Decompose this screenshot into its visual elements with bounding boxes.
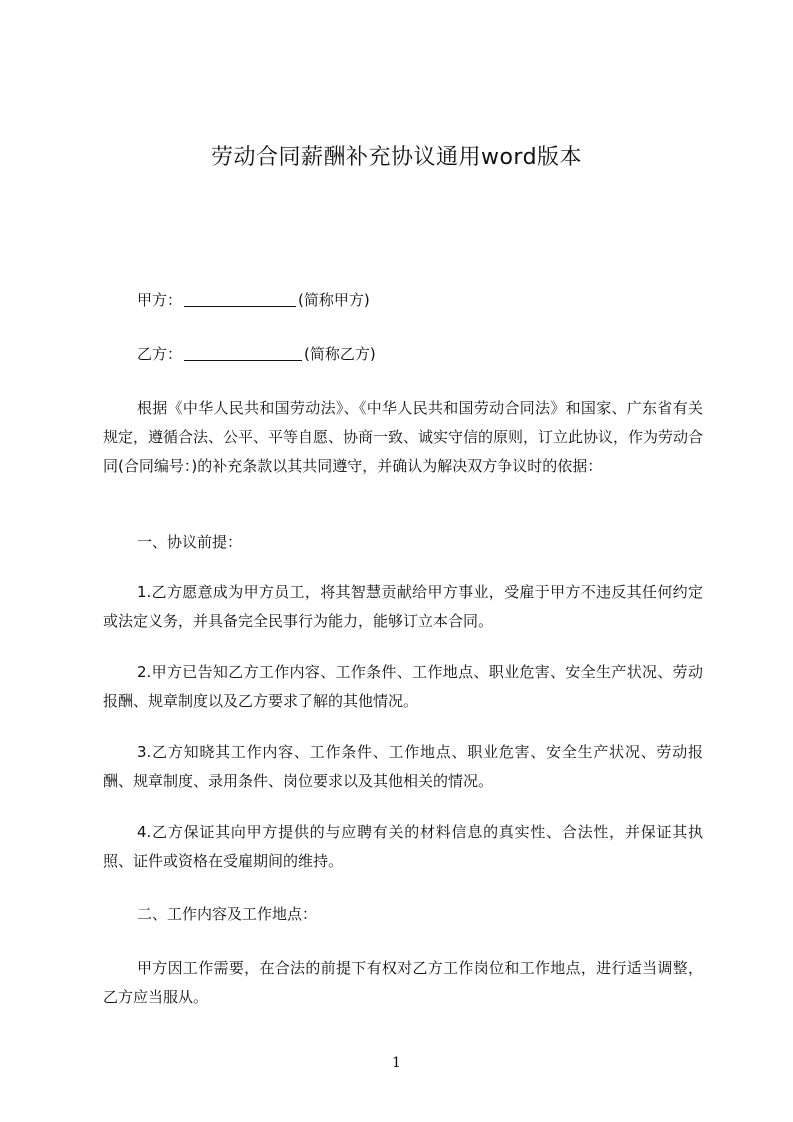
party-a-blank [184,290,296,307]
section1-item-2: 2.甲方已告知乙方工作内容、工作条件、工作地点、职业危害、安全生产状况、劳动报酬、规章制度以及乙方要求了解的其他情况。 [103,663,703,710]
party-b-label: 乙方： [137,345,183,363]
section1-item-3: 3.乙方知晓其工作内容、工作条件、工作地点、职业危害、安全生产状况、劳动报酬、规章制度、录用条件、岗位要求以及其他相关的情况。 [103,743,703,790]
party-a-label: 甲方： [137,291,183,309]
party-a-suffix: (简称甲方) [298,291,370,309]
section1-item-4: 4.乙方保证其向甲方提供的与应聘有关的材料信息的真实性、合法性，并保证其执照、证件或资格在受雇期间的维持。 [103,823,703,870]
party-b-line [137,340,376,369]
section1-heading: 一、协议前提： [137,533,243,551]
page-number: 1 [392,1055,401,1071]
section2-heading: 二、工作内容及工作地点： [137,905,318,923]
section1-item-1: 1.乙方愿意成为甲方员工，将其智慧贡献给甲方事业，受雇于甲方不违反其任何约定或法定义务，并具备完全民事行为能力，能够订立本合同。 [103,583,703,630]
preamble-paragraph: 根据《中华人民共和国劳动法》、《中华人民共和国劳动合同法》和国家、广东省有关规定，遵循合法、公平、平等自愿、协商一致、诚实守信的原则，订立此协议，作为劳动合同(合同编号：)的补充条款以其共同遵守，并确认为解决双方争议时的依据： [103,399,704,475]
party-b-suffix: (简称乙方) [304,345,376,363]
document-title: 劳动合同薪酬补充协议通用word版本 [210,145,583,170]
party-b-blank [184,344,302,361]
party-a-line [137,286,370,315]
section2-body: 甲方因工作需要，在合法的前提下有权对乙方工作岗位和工作地点，进行适当调整，乙方应当服从。 [103,959,703,1006]
